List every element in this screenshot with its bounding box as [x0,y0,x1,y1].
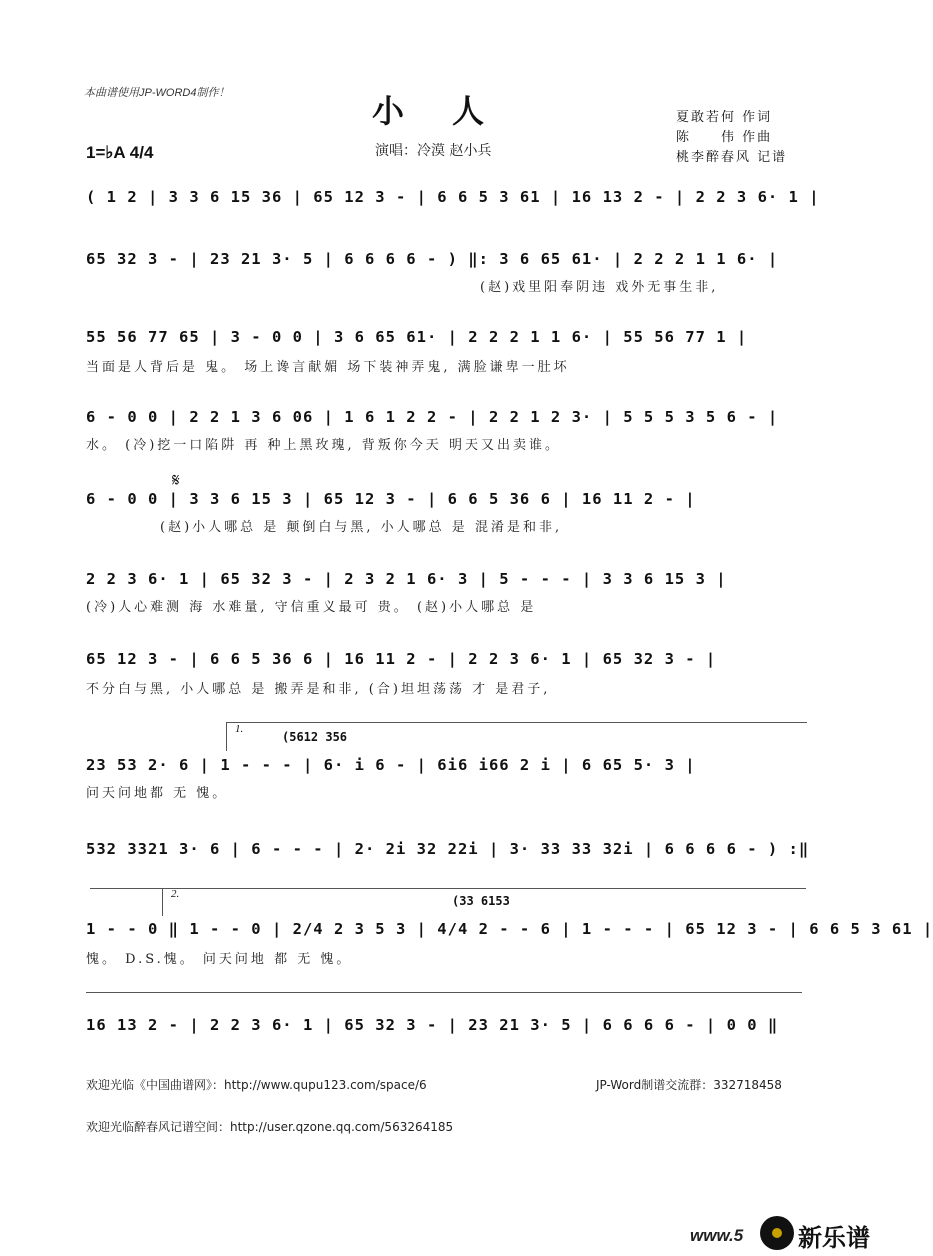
lyric-row-10: 愧。 D.S.愧。 问天问地 都 无 愧。 [86,952,353,967]
credits-block [676,108,787,168]
lyric-row-6: (冷)人心难测 海 水难量, 守信重义最可 贵。 (赵)小人哪总 是 [86,600,537,615]
lyricist-credit: 夏敢若何 作词 [676,110,773,125]
score-row-3: 55 56 77 65 | 3 - 0 0 | 3 6 65 61· | 2 2 2 1 1 6· | 55 56 77 1 | [86,328,748,346]
score-row-2: 65 32 3 - | 23 21 3· 5 | 6 6 6 6 - ) ‖: 3 6 65 61· | 2 2 2 1 1 6· | [86,250,779,268]
key-signature: 1=♭A 4/4 [86,143,154,162]
small-notes-row-8: (5612 356 [282,730,348,744]
lyric-row-8: 问天问地都 无 愧。 [86,786,229,801]
score-row-9: 532 3321 3· 6 | 6 - - - | 2· 2i 32 22i | 3· 33 33 32i | 6 6 6 6 - ) :‖ [86,840,810,858]
record-disc-icon [760,1216,794,1250]
score-row-11: 16 13 2 - | 2 2 3 6· 1 | 65 32 3 - | 23 21 3· 5 | 6 6 6 6 - | 0 0 ‖ [86,1016,779,1034]
watermark-site-text: www.5 [690,1226,744,1245]
singer-credit: 演唱：冷漠 赵小兵 [375,143,492,159]
page-title: 小人 [372,92,533,130]
final-row-rule [86,992,802,993]
lyric-row-5: (赵)小人哪总 是 颠倒白与黑, 小人哪总 是 混淆是和非, [160,520,563,535]
composer-credit: 陈 伟 作曲 [676,130,773,145]
footer-site-line: 欢迎光临《中国曲谱网》：http://www.qupu123.com/space/6 [86,1078,427,1092]
score-row-10: 1 - - 0 ‖ 1 - - 0 | 2/4 2 3 5 3 | 4/4 2 - - 6 | 1 - - - | 65 12 3 - | 6 6 5 3 61 | [86,920,933,938]
lyric-row-7: 不分白与黑, 小人哪总 是 搬弄是和非, (合)坦坦荡荡 才 是君子, [86,682,551,697]
lyric-row-4: 水。 (冷)挖一口陷阱 再 种上黑玫瑰, 背叛你今天 明天又出卖谁。 [86,438,561,453]
transcriber-credit: 桃李醉春风 记谱 [676,150,788,165]
footer-space-line: 欢迎光临醉春风记谱空间：http://user.qzone.qq.com/563264185 [86,1120,454,1134]
small-notes-row-10: (33 6153 [452,894,510,908]
watermark-brand-text: 新乐谱 [798,1224,870,1252]
watermark-logo [690,1212,886,1252]
score-row-8: 23 53 2· 6 | 1 - - - | 6· i 6 - | 6i6 i66 2 i | 6 65 5· 3 | [86,756,696,774]
score-row-7: 65 12 3 - | 6 6 5 36 6 | 16 11 2 - | 2 2 3 6· 1 | 65 32 3 - | [86,650,717,668]
footer-group-line: JP-Word制谱交流群：332718458 [596,1078,782,1092]
score-row-1: ( 1 2 | 3 3 6 15 36 | 65 12 3 - | 6 6 5 3 61 | 16 13 2 - | 2 2 3 6· 1 | [86,188,820,206]
lyric-row-3: 当面是人背后是 鬼。 场上谗言献媚 场下装神弄鬼, 满脸谦卑一肚坏 [86,360,570,375]
maker-note: 本曲谱使用JP-WORD4制作！ [84,87,230,99]
segno-sign: 𝄋 [172,470,180,491]
first-ending-label: 1. [235,723,244,735]
score-row-4: 6 - 0 0 | 2 2 1 3 6 06 | 1 6 1 2 2 - | 2 2 1 2 3· | 5 5 5 3 5 6 - | [86,408,779,426]
lyric-row-2: (赵)戏里阳奉阴违 戏外无事生非, [480,280,719,295]
score-row-5: 6 - 0 0 | 3 3 6 15 3 | 65 12 3 - | 6 6 5 36 6 | 16 11 2 - | [86,490,696,508]
score-row-6: 2 2 3 6· 1 | 65 32 3 - | 2 3 2 1 6· 3 | 5 - - - | 3 3 6 15 3 | [86,570,727,588]
second-ending-label: 2. [171,888,180,900]
